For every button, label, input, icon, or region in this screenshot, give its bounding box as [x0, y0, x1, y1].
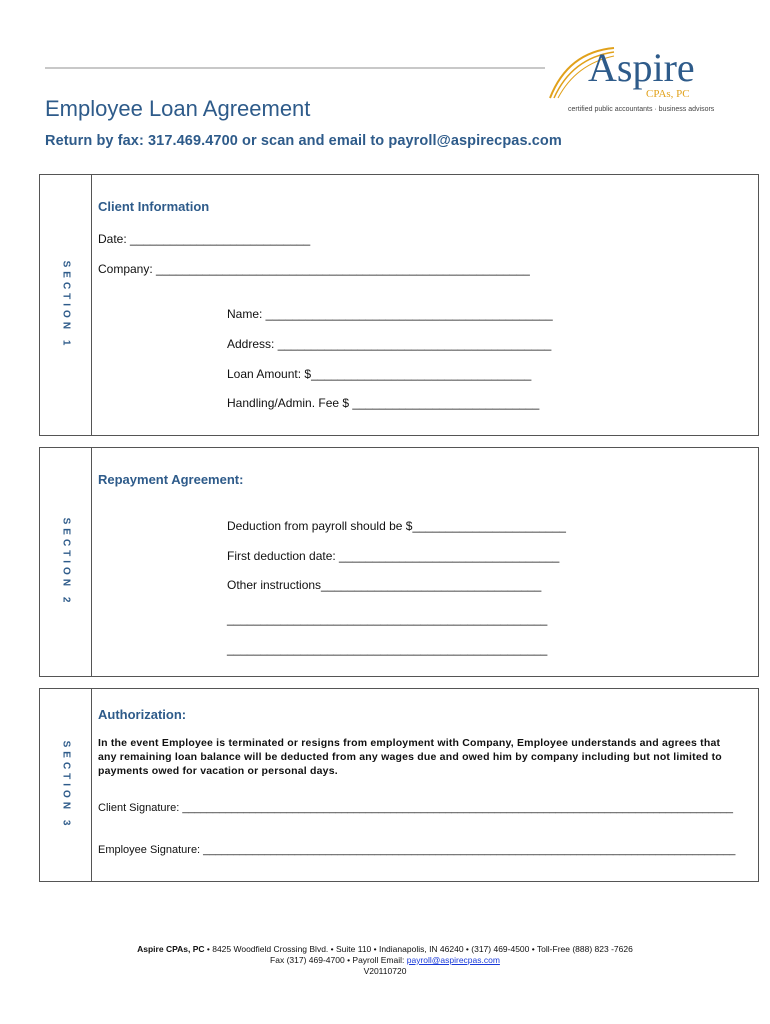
section-1-label: SECTION 1: [60, 260, 71, 350]
footer-company: Aspire CPAs, PC: [137, 944, 205, 954]
section-3: [39, 688, 759, 882]
repayment-heading: Repayment Agreement:: [98, 472, 244, 487]
logo-word: Aspire: [588, 45, 695, 90]
section-2-label: SECTION 2: [60, 517, 71, 607]
footer-version: V20110720: [363, 966, 407, 976]
section-1-tab: [40, 175, 92, 435]
logo-tagline: certified public accountants · business advisors: [568, 106, 715, 113]
loan-amount-field[interactable]: Loan Amount: $_________________________________: [227, 367, 532, 381]
aspire-logo: [548, 42, 728, 122]
other-instructions-line-3[interactable]: ________________________________________________: [227, 642, 548, 656]
client-info-heading: Client Information: [98, 199, 210, 214]
section-2-tab: [40, 448, 92, 676]
section-1: [39, 174, 759, 436]
client-signature-field[interactable]: Client Signature: __________________________________________________________________________________________: [98, 802, 733, 814]
deduction-amount-field[interactable]: Deduction from payroll should be $_______________________: [227, 519, 566, 533]
first-deduction-date-field[interactable]: First deduction date: _________________________________: [227, 549, 560, 563]
address-field[interactable]: Address: _________________________________________: [227, 337, 552, 351]
footer-email-link[interactable]: payroll@aspirecpas.com: [406, 955, 500, 965]
footer-address-line: [0, 944, 770, 955]
footer-address: • 8425 Woodfield Crossing Blvd. • Suite 110 • Indianapolis, IN 46240 • (317) 469-4500 • Toll-Free (888) 823 -7626: [204, 944, 633, 954]
date-field[interactable]: Date: ___________________________: [98, 232, 311, 246]
footer: [0, 944, 770, 977]
authorization-text: In the event Employee is terminated or resigns from employment with Company, Employee understands and agrees that any remaining loan balance will be deducted from any wages due and owed him by company including but not limited to payments owed for vacation or personal days.: [98, 737, 722, 777]
section-3-label: SECTION 3: [60, 740, 71, 830]
authorization-heading: Authorization:: [98, 707, 187, 722]
page-title: Employee Loan Agreement: [45, 96, 311, 121]
section-3-tab: [40, 689, 92, 881]
section-2: [39, 447, 759, 677]
employee-signature-field[interactable]: Employee Signature: _______________________________________________________________________________________: [98, 844, 736, 856]
other-instructions-field[interactable]: Other instructions_________________________________: [227, 578, 542, 592]
name-field[interactable]: Name: ___________________________________________: [227, 307, 553, 321]
company-field[interactable]: Company: ________________________________________________________: [98, 262, 530, 276]
footer-contact-line: [0, 955, 770, 966]
admin-fee-field[interactable]: Handling/Admin. Fee $ ____________________________: [227, 396, 540, 410]
footer-fax: Fax (317) 469-4700 • Payroll Email:: [270, 955, 407, 965]
page-subtitle: Return by fax: 317.469.4700 or scan and email to payroll@aspirecpas.com: [45, 133, 562, 149]
top-rule: [45, 67, 545, 69]
other-instructions-line-2[interactable]: ________________________________________________: [227, 612, 548, 626]
logo-sub: CPAs, PC: [646, 88, 690, 100]
